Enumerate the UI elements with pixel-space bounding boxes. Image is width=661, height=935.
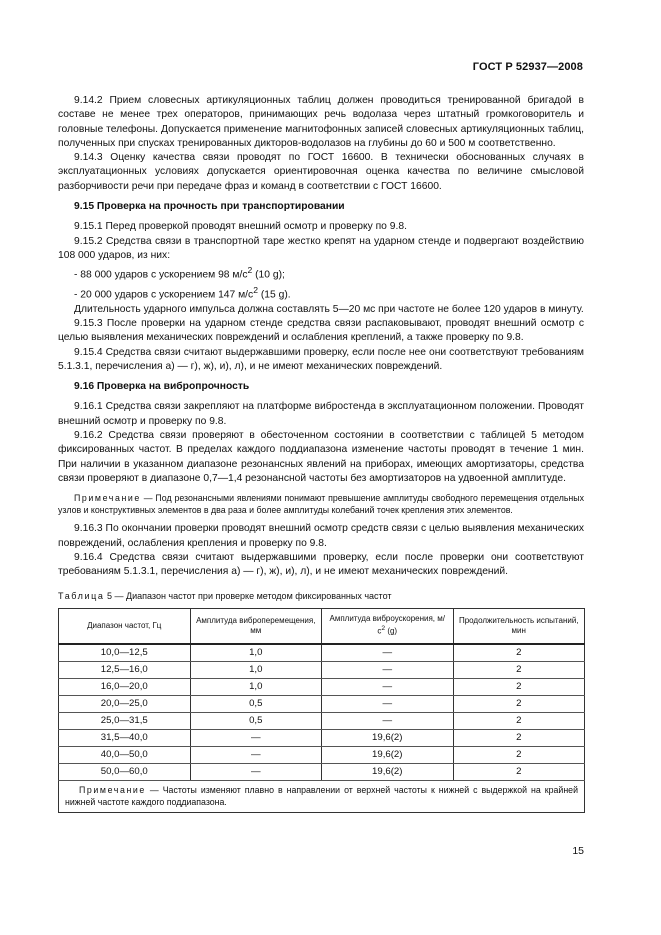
- table-row: [59, 661, 585, 678]
- cell-frequency-range: 50,0—60,0: [59, 763, 191, 780]
- note-resonance: [58, 492, 584, 516]
- table-caption-text: 5 — Диапазон частот при проверке методом фиксированных частот: [104, 591, 392, 602]
- table-note: [59, 780, 585, 812]
- cell-duration: 2: [453, 644, 585, 662]
- paragraph-9-15-3: 9.15.3 После проверки на ударном стенде средства связи распаковывают, проводят внешний осмотр с целью выявления механических повреждений и ослабления креплений, а также проверку по 9.8.: [58, 318, 584, 344]
- table-row: [59, 746, 585, 763]
- header-test-duration: Продолжительность испытаний, мин: [453, 608, 585, 644]
- cell-frequency-range: 20,0—25,0: [59, 695, 191, 712]
- cell-duration: 2: [453, 763, 585, 780]
- document-body: [58, 94, 584, 813]
- cell-frequency-range: 12,5—16,0: [59, 661, 191, 678]
- list-item-text: (15 g).: [257, 289, 291, 301]
- cell-displacement: 1,0: [190, 661, 322, 678]
- paragraph-9-16-1: 9.16.1 Средства связи закрепляют на платформе вибростенда в эксплуатационном положении. Проводят внешний осмотр и проверку по 9.8.: [58, 401, 584, 427]
- cell-displacement: 1,0: [190, 644, 322, 662]
- document-id-header: ГОСТ Р 52937—2008: [472, 61, 583, 73]
- paragraph-impulse-duration: Длительность ударного импульса должна составлять 5—20 мс при частоте не более 120 ударов в минуту.: [74, 303, 584, 315]
- cell-acceleration: 19,6(2): [322, 746, 454, 763]
- cell-frequency-range: 16,0—20,0: [59, 678, 191, 695]
- note-text: — Под резонансными явлениями понимают превышение амплитуды свободного перемещения отдельных узлов и конструктивных элементов в два раза и более амплитуды колебаний точек крепления этих элементов.: [58, 493, 584, 516]
- list-item-text: - 88 000 ударов с ускорением 98 м/с: [74, 269, 248, 281]
- paragraph-9-16-2: 9.16.2 Средства связи проверяют в обесточенном состоянии в соответствии с таблицей 5 методом фиксированных частот. В пределах каждого поддиапазона изменение частоты проводят в течение 1 мин. При наличии в указанном диапазоне резонансных явлений на приборах, имеющих амортизаторы, средства связи проверяют в диапазоне 0,7—1,4 резонансной частоты без амортизаторов на удвоенной амплитуде.: [58, 430, 584, 484]
- table-row: [59, 712, 585, 729]
- cell-displacement: —: [190, 746, 322, 763]
- header-text: (g): [385, 627, 398, 637]
- cell-acceleration: —: [322, 695, 454, 712]
- table-note-row: [59, 780, 585, 812]
- list-item-88000: [58, 263, 584, 283]
- table-row: [59, 729, 585, 746]
- note-label: Примечание: [74, 493, 141, 504]
- table-header-row: [59, 608, 585, 644]
- frequency-range-table: [58, 608, 585, 813]
- cell-duration: 2: [453, 661, 585, 678]
- paragraph-9-16-3: 9.16.3 По окончании проверки проводят внешний осмотр средств связи с целью выявления механических повреждений, ослабления крепления и проверку по 9.8.: [58, 523, 584, 549]
- table-caption-label: Таблица: [58, 591, 105, 602]
- table-row: [59, 695, 585, 712]
- cell-frequency-range: 40,0—50,0: [59, 746, 191, 763]
- paragraph-9-16-4: 9.16.4 Средства связи считают выдержавшими проверку, если после проверки они соответствуют требованиям 5.1.3.1, перечисления а) — г), ж), и), л), и не имеют механических повреждений.: [58, 551, 584, 578]
- table-row: [59, 678, 585, 695]
- paragraph-9-15-2: 9.15.2 Средства связи в транспортной таре жестко крепят на ударном стенде и подвергают воздействию 108 000 ударов, из них:: [58, 235, 584, 261]
- cell-displacement: 1,0: [190, 678, 322, 695]
- cell-duration: 2: [453, 678, 585, 695]
- list-item-text: (10 g);: [252, 269, 285, 281]
- cell-acceleration: 19,6(2): [322, 763, 454, 780]
- section-heading-9-15: 9.15 Проверка на прочность при транспортировании: [74, 201, 345, 213]
- cell-duration: 2: [453, 729, 585, 746]
- cell-acceleration: —: [322, 644, 454, 662]
- page-number: 15: [572, 845, 584, 857]
- cell-acceleration: —: [322, 661, 454, 678]
- cell-acceleration: —: [322, 678, 454, 695]
- table-note-label: Примечание: [79, 784, 146, 795]
- cell-acceleration: —: [322, 712, 454, 729]
- cell-frequency-range: 31,5—40,0: [59, 729, 191, 746]
- header-acceleration-amplitude: [322, 608, 454, 644]
- header-frequency-range: Диапазон частот, Гц: [59, 608, 191, 644]
- cell-frequency-range: 25,0—31,5: [59, 712, 191, 729]
- cell-duration: 2: [453, 695, 585, 712]
- header-text: Амплитуда виброускорения, м/с: [329, 614, 445, 637]
- table-body: [59, 644, 585, 781]
- table-note-text: — Частоты изменяют плавно в направлении от верхней частоты к нижней с выдержкой на крайней нижней частоте каждого поддиапазона.: [65, 784, 578, 807]
- section-heading-9-16: 9.16 Проверка на вибропрочность: [74, 381, 250, 393]
- cell-acceleration: 19,6(2): [322, 729, 454, 746]
- cell-displacement: —: [190, 729, 322, 746]
- cell-displacement: 0,5: [190, 712, 322, 729]
- paragraph-9-14-2: 9.14.2 Прием словесных артикуляционных таблиц должен проводиться тренированной бригадой в составе не менее трех операторов, принимающих речь водолаза через штатный громкоговоритель и головные телефоны. Допускается применение магнитофонных записей словесных артикуляционных таблиц, полученных при спусках тренированных дикторов-водолазов на глубины до 60 и 500 м соответственно.: [58, 95, 584, 149]
- paragraph-9-15-4: 9.15.4 Средства связи считают выдержавшими проверку, если после нее они соответствуют требованиям 5.1.3.1, перечисления а) — г), ж), и), л), и не имеют механических повреждений.: [58, 346, 584, 372]
- table-caption: [58, 589, 584, 603]
- table-row: [59, 763, 585, 780]
- list-item-20000: [58, 283, 584, 303]
- paragraph-9-15-1: 9.15.1 Перед проверкой проводят внешний осмотр и проверку по 9.8.: [74, 221, 407, 233]
- cell-duration: 2: [453, 746, 585, 763]
- superscript: 2: [247, 265, 253, 276]
- cell-duration: 2: [453, 712, 585, 729]
- cell-displacement: —: [190, 763, 322, 780]
- cell-frequency-range: 10,0—12,5: [59, 644, 191, 662]
- header-displacement-amplitude: Амплитуда виброперемещения, мм: [190, 608, 322, 644]
- superscript: 2: [381, 625, 386, 633]
- table-row: [59, 644, 585, 662]
- paragraph-9-14-3: 9.14.3 Оценку качества связи проводят по ГОСТ 16600. В технически обоснованных случаях в эксплуатационных условиях допускается ориентировочная оценка качества по величине смысловой разборчивости речи при передаче фраз и команд в соответствии с ГОСТ 16600.: [58, 152, 584, 192]
- superscript: 2: [253, 284, 258, 295]
- list-item-text: - 20 000 ударов с ускорением 147 м/с: [74, 289, 254, 301]
- cell-displacement: 0,5: [190, 695, 322, 712]
